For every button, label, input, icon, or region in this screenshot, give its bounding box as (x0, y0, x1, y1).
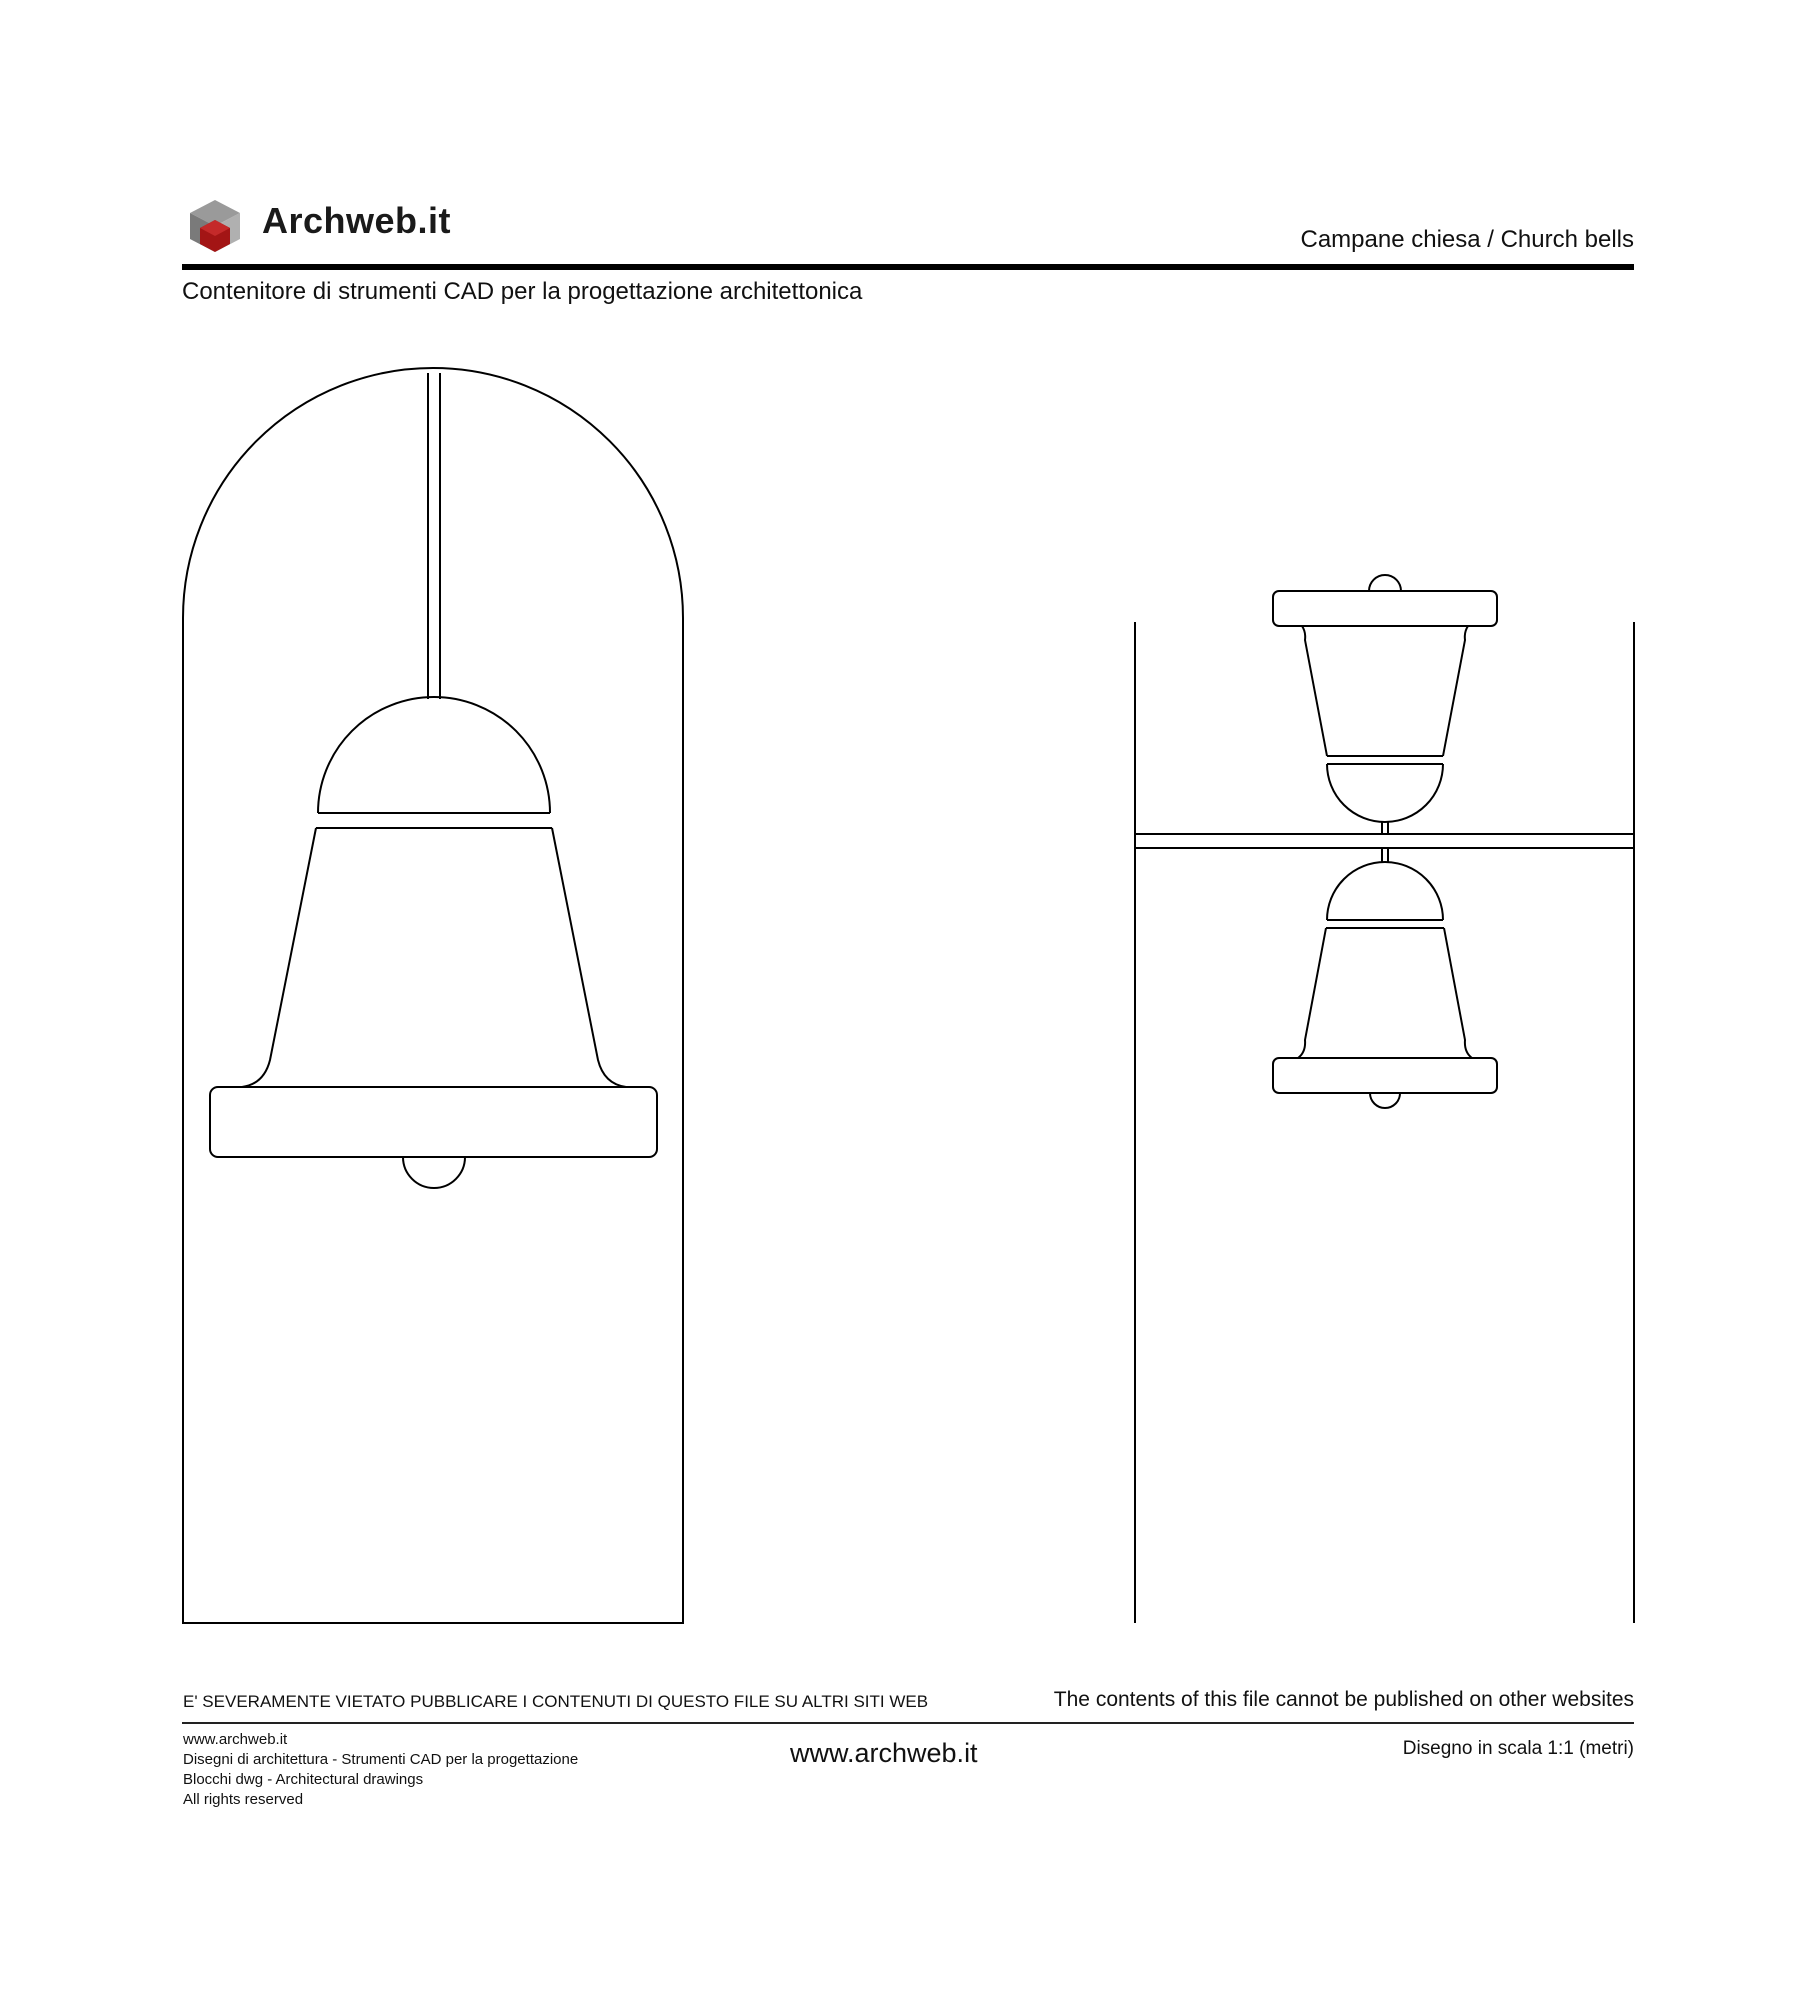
footer-website: www.archweb.it (790, 1738, 978, 1768)
copyright-notice-italian: E' SEVERAMENTE VIETATO PUBBLICARE I CONTENUTI DI QUESTO FILE SU ALTRI SITI WEB (183, 1692, 929, 1711)
copyright-notice-english: The contents of this file cannot be published on other websites (1053, 1688, 1634, 1711)
side-elevation-view (1135, 575, 1634, 1623)
footer-divider (182, 1722, 1634, 1724)
bell-crown (318, 697, 550, 813)
footer-info-line: www.archweb.it (183, 1731, 288, 1748)
footer-info-line: Blocchi dwg - Architectural drawings (183, 1771, 424, 1788)
footer-info-line: Disegni di architettura - Strumenti CAD per la progettazione (183, 1751, 579, 1768)
sheet-subtitle: Contenitore di strumenti CAD per la progettazione architettonica (182, 278, 863, 305)
lower-bell-body (1298, 928, 1472, 1058)
lower-bell-crown (1327, 862, 1443, 920)
upper-bell-clapper (1369, 575, 1401, 591)
bell-clapper (403, 1157, 465, 1188)
drawing-scale: Disegno in scala 1:1 (metri) (1402, 1738, 1634, 1759)
bell-lip (210, 1087, 657, 1157)
lower-bell-clapper (1370, 1093, 1400, 1108)
footer-info-line: All rights reserved (183, 1791, 304, 1808)
upper-bell-crown (1327, 764, 1443, 822)
lower-bell-lip (1273, 1058, 1497, 1093)
front-elevation-view (183, 368, 683, 1623)
brand-name: Archweb.it (262, 200, 452, 241)
footer-info (183, 1730, 578, 1810)
bell-body (242, 828, 626, 1087)
arched-opening-outline (183, 368, 683, 1623)
sheet-title: Campane chiesa / Church bells (1300, 226, 1634, 253)
upper-bell-body (1302, 626, 1468, 756)
upper-bell-lip (1273, 591, 1497, 626)
